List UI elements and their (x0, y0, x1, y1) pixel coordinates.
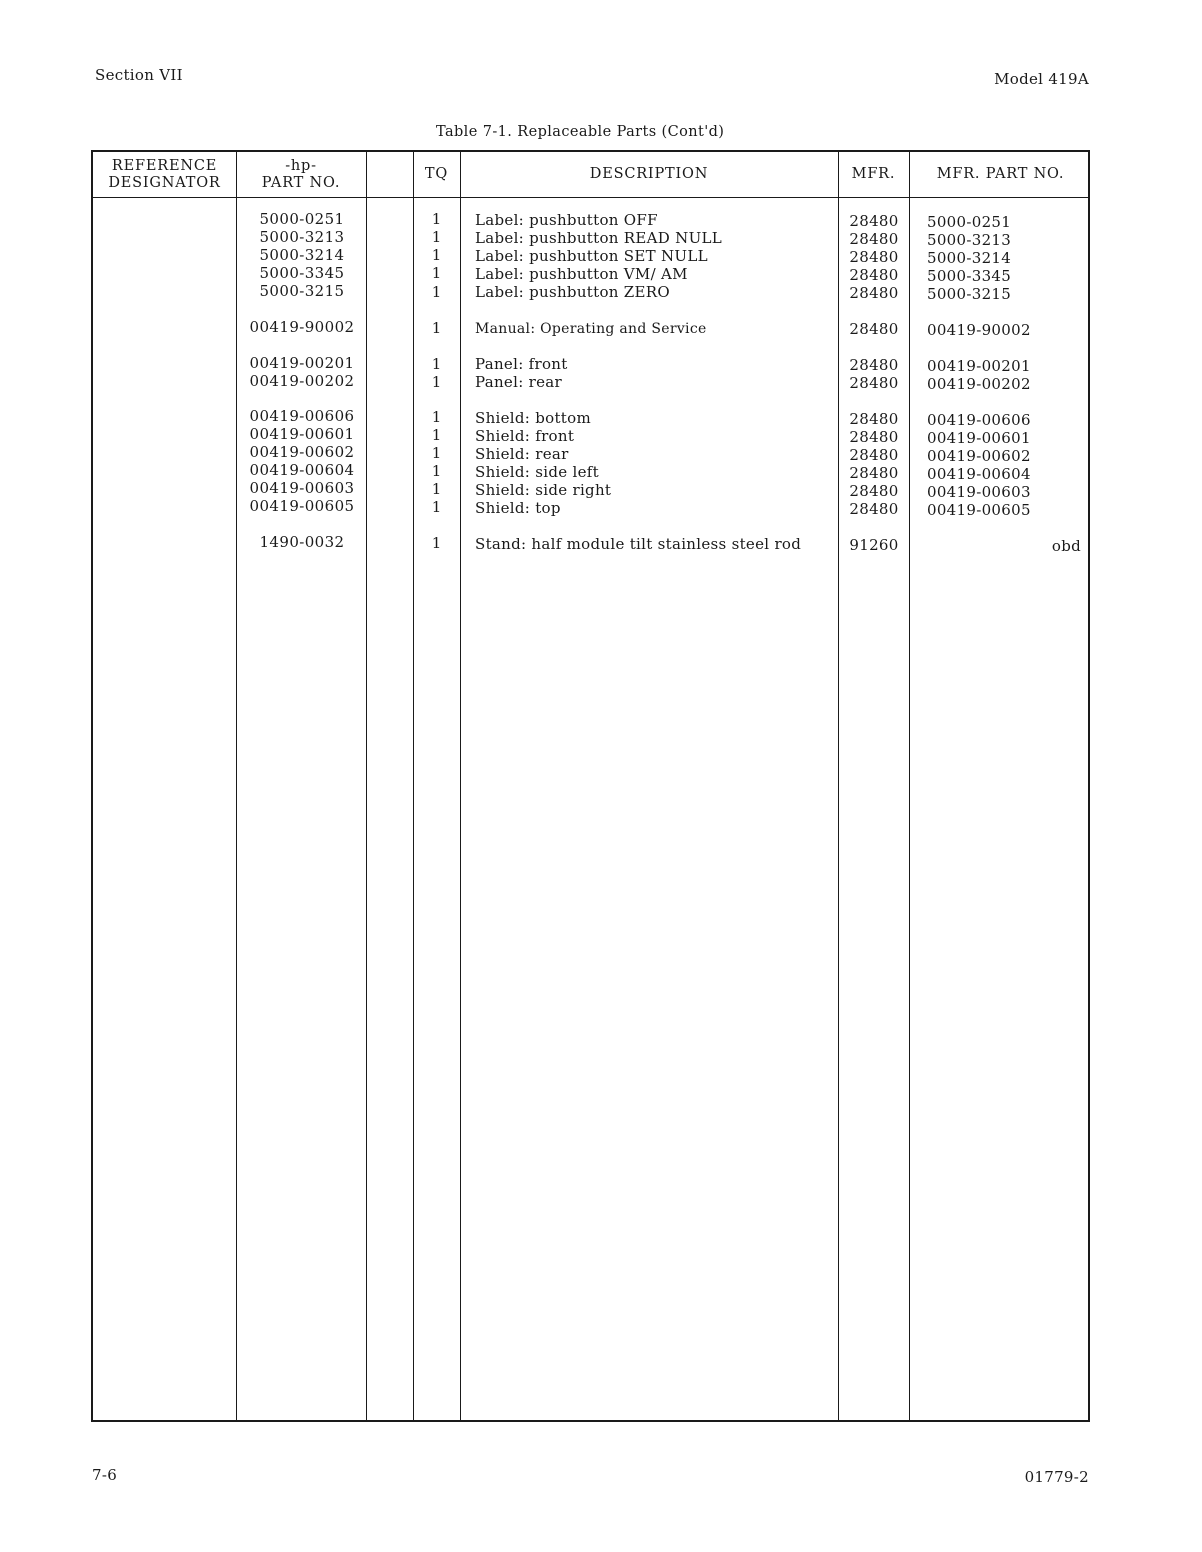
column-header-line: -hp- (285, 157, 317, 174)
description-cell: Label: pushbutton SET NULL (475, 247, 708, 265)
column-header-mfr-part-no (909, 152, 1092, 197)
page-number: 7-6 (92, 1466, 118, 1484)
document-number: 01779-2 (1024, 1468, 1089, 1486)
description-cell: Manual: Operating and Service (475, 321, 707, 337)
column-divider (909, 152, 910, 1420)
part-number-cell: 00419-00201 (249, 354, 355, 372)
column-divider (838, 152, 839, 1420)
column-header-blank (366, 152, 413, 197)
description-cell: Shield: top (475, 499, 561, 517)
column-divider (236, 152, 237, 1420)
column-header-mfr (838, 152, 909, 197)
description-cell: Label: pushbutton ZERO (475, 283, 670, 301)
mfr-part-number-cell: 00419-00603 (927, 483, 1031, 501)
mfr-part-number-cell: 00419-00201 (927, 357, 1031, 375)
mfr-part-number-cell: 5000-0251 (927, 213, 1012, 231)
mfr-cell: 28480 (849, 410, 899, 428)
mfr-cell: 28480 (849, 248, 899, 266)
description-cell: Panel: front (475, 355, 568, 373)
mfr-part-number-cell: 00419-00605 (927, 501, 1031, 519)
part-number-cell: 00419-00602 (249, 443, 355, 461)
mfr-cell: 91260 (849, 536, 899, 554)
description-cell: Shield: bottom (475, 409, 591, 427)
mfr-cell: 28480 (849, 320, 899, 338)
part-number-cell: 5000-3215 (259, 282, 345, 300)
column-header-line: PART NO. (261, 174, 341, 191)
mfr-cell: 28480 (849, 266, 899, 284)
column-divider (413, 152, 414, 1420)
tq-cell: 1 (431, 319, 442, 337)
column-divider (366, 152, 367, 1420)
mfr-cell: 28480 (849, 284, 899, 302)
description-cell: Shield: rear (475, 445, 569, 463)
column-header-line: MFR. (851, 166, 896, 182)
part-number-cell: 1490-0032 (259, 533, 345, 551)
mfr-cell: 28480 (849, 482, 899, 500)
tq-cell: 1 (431, 480, 442, 498)
description-cell: Shield: side right (475, 481, 612, 499)
tq-cell: 1 (431, 444, 442, 462)
part-number-cell: 00419-00606 (249, 407, 355, 425)
model-label: Model 419A (994, 70, 1089, 88)
part-number-cell: 5000-3345 (259, 264, 345, 282)
mfr-cell: 28480 (849, 428, 899, 446)
description-cell: Stand: half module tilt stainless steel rod (475, 535, 802, 553)
tq-cell: 1 (431, 355, 442, 373)
mfr-part-number-cell: 00419-00202 (927, 375, 1031, 393)
mfr-cell: 28480 (849, 374, 899, 392)
column-header-line: DESCRIPTION (589, 166, 709, 182)
mfr-cell: 28480 (849, 464, 899, 482)
column-header-line: REFERENCE (111, 157, 218, 174)
tq-cell: 1 (431, 264, 442, 282)
mfr-part-number-cell: 00419-00604 (927, 465, 1031, 483)
mfr-cell: 28480 (849, 356, 899, 374)
column-header-line: MFR. PART NO. (936, 166, 1065, 182)
mfr-part-number-cell: obd (1051, 537, 1081, 555)
part-number-cell: 00419-00605 (249, 497, 355, 515)
description-cell: Label: pushbutton OFF (475, 211, 658, 229)
tq-cell: 1 (431, 426, 442, 444)
mfr-part-number-cell: 00419-00602 (927, 447, 1031, 465)
mfr-part-number-cell: 5000-3345 (927, 267, 1012, 285)
mfr-part-number-cell: 5000-3213 (927, 231, 1012, 249)
header-divider (93, 197, 1088, 198)
column-header-line: DESIGNATOR (108, 174, 221, 191)
tq-cell: 1 (431, 210, 442, 228)
table-caption: Table 7-1. Replaceable Parts (Cont'd) (436, 124, 725, 140)
mfr-cell: 28480 (849, 500, 899, 518)
column-header-line: TQ (424, 166, 449, 182)
part-number-cell: 5000-0251 (259, 210, 345, 228)
column-divider (460, 152, 461, 1420)
tq-cell: 1 (431, 498, 442, 516)
tq-cell: 1 (431, 373, 442, 391)
column-header-hp-part-no (236, 152, 366, 197)
part-number-cell: 00419-00202 (249, 372, 355, 390)
parts-table (91, 150, 1090, 1422)
section-label: Section VII (95, 66, 183, 84)
mfr-cell: 28480 (849, 446, 899, 464)
description-cell: Label: pushbutton READ NULL (475, 229, 723, 247)
tq-cell: 1 (431, 534, 442, 552)
description-cell: Shield: side left (475, 463, 599, 481)
part-number-cell: 00419-00601 (249, 425, 355, 443)
description-cell: Panel: rear (475, 373, 562, 391)
part-number-cell: 00419-90002 (249, 318, 355, 336)
mfr-part-number-cell: 00419-00601 (927, 429, 1031, 447)
part-number-cell: 5000-3213 (259, 228, 345, 246)
column-header-description (460, 152, 838, 197)
description-cell: Shield: front (475, 427, 575, 445)
part-number-cell: 00419-00603 (249, 479, 355, 497)
mfr-part-number-cell: 00419-00606 (927, 411, 1031, 429)
column-header-reference-designator (93, 152, 236, 197)
column-header-tq (413, 152, 460, 197)
mfr-cell: 28480 (849, 230, 899, 248)
tq-cell: 1 (431, 462, 442, 480)
tq-cell: 1 (431, 228, 442, 246)
part-number-cell: 5000-3214 (259, 246, 345, 264)
description-cell: Label: pushbutton VM/ AM (475, 265, 688, 283)
mfr-part-number-cell: 5000-3214 (927, 249, 1012, 267)
tq-cell: 1 (431, 283, 442, 301)
mfr-cell: 28480 (849, 212, 899, 230)
part-number-cell: 00419-00604 (249, 461, 355, 479)
tq-cell: 1 (431, 408, 442, 426)
tq-cell: 1 (431, 246, 442, 264)
mfr-part-number-cell: 00419-90002 (927, 321, 1031, 339)
mfr-part-number-cell: 5000-3215 (927, 285, 1012, 303)
